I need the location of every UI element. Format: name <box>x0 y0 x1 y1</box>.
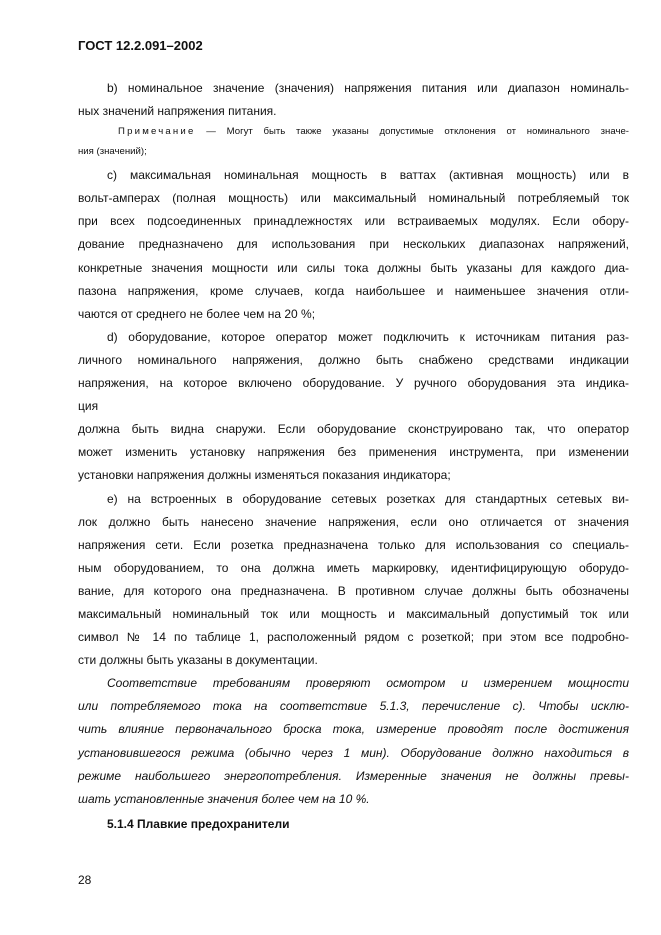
page-number: 28 <box>78 873 92 887</box>
section-heading: 5.1.4 Плавкие предохранители <box>107 816 290 831</box>
item-e-line: вание, для которого она предназначена. В противном случае должны быть обозначены <box>78 583 629 598</box>
compliance-line: шать установленные значения более чем на 10 %. <box>78 791 370 806</box>
item-d-line: установки напряжения должны изменяться показания индикатора; <box>78 468 451 483</box>
item-d <box>78 326 629 488</box>
note-text: — Могут быть также указаны допустимые отклонения от номинального значе- <box>195 126 629 138</box>
compliance-line: или потребляемого тока на соответствие 5.1.3, перечисление c). Чтобы исклю- <box>78 699 629 714</box>
note-line-1 <box>78 125 629 139</box>
item-e <box>78 488 629 673</box>
item-b-line: b) номинальное значение (значения) напряжения питания или диапазон номиналь- <box>107 81 629 95</box>
item-c-line: чаются от среднего не более чем на 20 %; <box>78 306 316 321</box>
item-c-line: c) максимальная номинальная мощность в ваттах (активная мощность) или в <box>107 168 629 183</box>
item-e-line: сти должны быть указаны в документации. <box>78 653 318 668</box>
item-c-line: при всех подсоединенных принадлежностях или встраиваемых модулях. Если обору- <box>78 214 629 229</box>
item-c <box>78 164 629 326</box>
item-e-line: символ № 14 по таблице 1, расположенный рядом с розеткой; при этом все подробно- <box>78 630 629 645</box>
item-e-line: максимальный номинальный ток или мощность и максимальный допустимый ток или <box>78 606 629 621</box>
item-d-line: должна быть видна снаружи. Если оборудование сконструировано так, что оператор <box>78 422 629 437</box>
item-e-line: e) на встроенных в оборудование сетевых розетках для стандартных сетевых ви- <box>107 491 629 506</box>
compliance-line: установившегося режима (обычно через 1 мин). Оборудование должно находиться в <box>78 745 629 760</box>
item-e-line: лок должно быть нанесено значение напряжения, если оно отличается от значения <box>78 514 629 529</box>
item-b-line: ных значений напряжения питания. <box>78 104 277 119</box>
item-d-line: ция <box>78 399 99 414</box>
item-d-line: d) оборудование, которое оператор может подключить к источникам питания раз- <box>107 329 629 344</box>
item-e-line: напряжения сети. Если розетка предназначена только для использования со специаль- <box>78 537 629 552</box>
compliance-line: Соответствие требованиям проверяют осмотром и измерением мощности <box>107 676 629 691</box>
note <box>78 125 629 158</box>
item-d-line: может изменить установку напряжения без применения инструмента, при изменении <box>78 445 629 460</box>
item-b <box>78 77 629 123</box>
item-c-line: конкретные значения мощности или силы тока должны быть указаны для каждого диа- <box>78 260 629 275</box>
compliance-line: режиме наибольшего энергопотребления. Измеренные значения не должны превы- <box>78 768 629 783</box>
item-e-line: ным оборудованием, то она должна иметь маркировку, идентифицирующую оборудо- <box>78 560 629 575</box>
item-c-line: дование предназначено для использования при нескольких диапазонах напряжений, <box>78 237 629 252</box>
item-d-line: личного номинального напряжения, должно быть снабжено средствами индикации <box>78 352 629 367</box>
note-label: Примечание <box>118 126 196 138</box>
page-content <box>78 77 629 836</box>
note-line-2: ния (значений); <box>78 145 147 157</box>
item-c-line: пазона напряжения, кроме случаев, когда наибольшее и наименьшее значения отли- <box>78 283 629 298</box>
item-d-line: напряжения, на которое включено оборудование. У ручного оборудования эта индика- <box>78 376 629 391</box>
document-header: ГОСТ 12.2.091–2002 <box>78 38 203 53</box>
item-c-line: вольт-амперах (полная мощность) или максимальный номинальный потребляемый ток <box>78 191 629 206</box>
compliance-line: чить влияние первоначального броска тока, измерение проводят после достижения <box>78 722 629 737</box>
compliance-paragraph <box>78 672 629 811</box>
